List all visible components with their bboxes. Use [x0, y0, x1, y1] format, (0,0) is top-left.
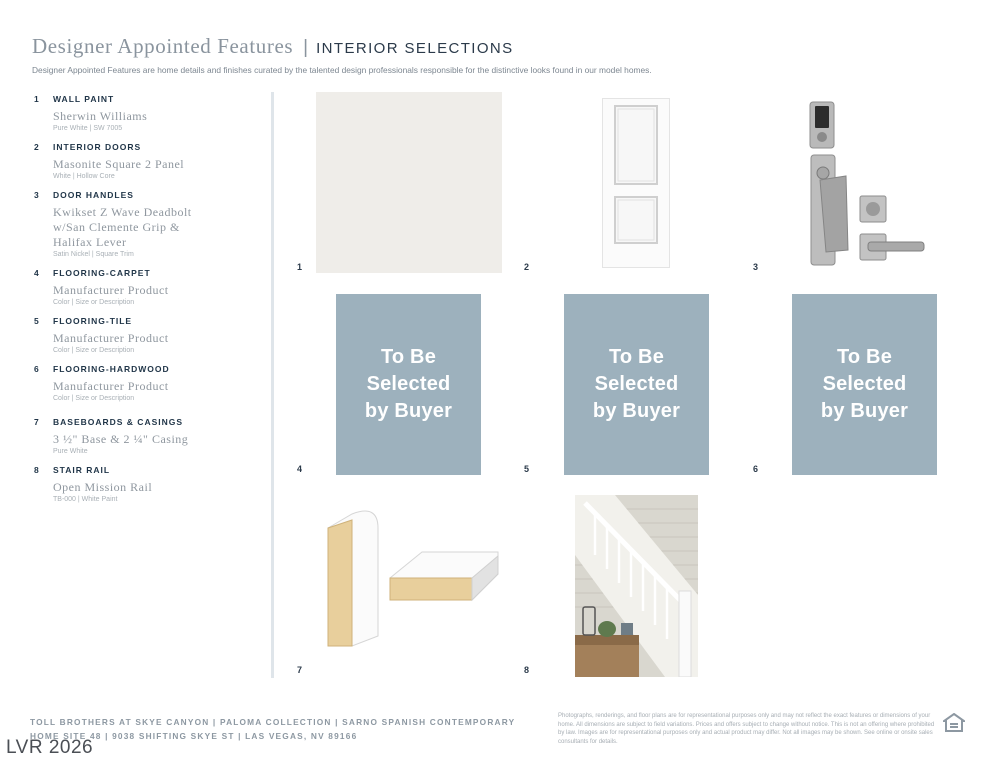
stair-rail-image	[575, 495, 698, 677]
feature-number: 3	[34, 190, 40, 200]
to-be-selected-tile-carpet	[336, 294, 481, 475]
tbb-line: To Be	[380, 346, 437, 368]
feature-title: FLOORING-CARPET	[53, 268, 151, 278]
door-handle-image	[806, 100, 930, 268]
tile-number: 7	[297, 665, 303, 675]
tile-number: 3	[753, 262, 759, 272]
feature-title: STAIR RAIL	[53, 465, 111, 475]
tbb-line: To Be	[836, 346, 893, 368]
feature-title: BASEBOARDS & CASINGS	[53, 417, 184, 427]
feature-name: Sherwin Williams	[53, 109, 148, 123]
feature-name: Manufacturer Product	[53, 379, 169, 393]
feature-title: FLOORING-HARDWOOD	[53, 364, 170, 374]
to-be-selected-tile-hardwood	[792, 294, 937, 475]
community-info	[30, 715, 515, 743]
tbb-line: Selected	[366, 373, 451, 395]
tile-number: 8	[524, 665, 530, 675]
tbb-line: Selected	[822, 373, 907, 395]
page-header	[32, 34, 962, 75]
feature-detail: Color | Size or Description	[53, 395, 135, 402]
feature-item	[34, 268, 266, 306]
homesite-line: HOME SITE 48 | 9038 SHIFTING SKYE ST | LAS VEGAS, NV 89166	[30, 731, 358, 741]
feature-name: Manufacturer Product	[53, 283, 169, 297]
feature-title: DOOR HANDLES	[53, 190, 134, 200]
feature-name: Kwikset Z Wave Deadbolt w/San Clemente Grip & Halifax Lever	[53, 205, 192, 249]
tbb-line: by Buyer	[820, 400, 909, 422]
baseboard-casing-image	[322, 500, 502, 650]
feature-number: 6	[34, 364, 40, 374]
feature-number: 7	[34, 417, 40, 427]
tbb-line: Selected	[594, 373, 679, 395]
feature-item	[34, 417, 266, 455]
feature-name: Masonite Square 2 Panel	[53, 157, 185, 171]
feature-detail: Color | Size or Description	[53, 347, 135, 354]
tbb-line: by Buyer	[592, 400, 681, 422]
feature-name: 3 ½" Base & 2 ¼" Casing	[53, 432, 189, 446]
divider-line	[271, 92, 274, 678]
community-line: TOLL BROTHERS AT SKYE CANYON | PALOMA COLLECTION | SARNO SPANISH CONTEMPORARY	[30, 717, 516, 727]
door-image	[602, 98, 670, 268]
legal-disclaimer: Photographs, renderings, and floor plans are for representational purposes only and may not reflect the exact features or dimensions of your home. All dimensions are subject to field variations. Prices and offers subject to change without notice. This is not an offering where prohibited by law. Images are for representational purposes only and actual product may differ. Not all images may be shown. See online or onsite sales consultants for details.	[558, 713, 935, 745]
feature-detail: TB-000 | White Paint	[53, 496, 118, 503]
feature-title: FLOORING-TILE	[53, 316, 133, 326]
feature-title: WALL PAINT	[53, 94, 115, 104]
feature-detail: Pure White	[53, 448, 88, 455]
feature-number: 1	[34, 94, 40, 104]
feature-name: Open Mission Rail	[53, 480, 153, 494]
feature-item	[34, 465, 266, 503]
tile-number: 6	[753, 464, 759, 474]
feature-title: INTERIOR DOORS	[53, 142, 142, 152]
feature-item	[34, 364, 266, 402]
section-title: INTERIOR SELECTIONS	[316, 40, 514, 57]
feature-item	[34, 94, 266, 132]
tile-number: 1	[297, 262, 303, 272]
tbb-line: To Be	[608, 346, 665, 368]
feature-detail: White | Hollow Core	[53, 173, 115, 180]
feature-number: 2	[34, 142, 40, 152]
feature-detail: Pure White | SW 7005	[53, 125, 123, 132]
feature-item	[34, 316, 266, 354]
feature-item	[34, 190, 266, 258]
tbb-line: by Buyer	[364, 400, 453, 422]
feature-number: 4	[34, 268, 40, 278]
feature-number: 5	[34, 316, 40, 326]
feature-detail: Satin Nickel | Square Trim	[53, 251, 134, 258]
page-title: Designer Appointed Features	[32, 34, 294, 58]
tile-number: 2	[524, 262, 530, 272]
feature-item	[34, 142, 266, 180]
watermark: LVR 2026	[6, 737, 94, 758]
tile-number: 5	[524, 464, 530, 474]
title-separator: |	[303, 37, 309, 58]
equal-housing-icon	[943, 713, 965, 733]
feature-detail: Color | Size or Description	[53, 299, 135, 306]
feature-number: 8	[34, 465, 40, 475]
feature-name: Manufacturer Product	[53, 331, 169, 345]
title-row	[32, 34, 962, 59]
page-subtitle: Designer Appointed Features are home details and finishes curated by the talented design professionals responsible for the distinctive looks found in our model homes.	[32, 65, 652, 75]
to-be-selected-tile-tile	[564, 294, 709, 475]
wall-paint-swatch	[316, 92, 502, 273]
tile-number: 4	[297, 464, 303, 474]
